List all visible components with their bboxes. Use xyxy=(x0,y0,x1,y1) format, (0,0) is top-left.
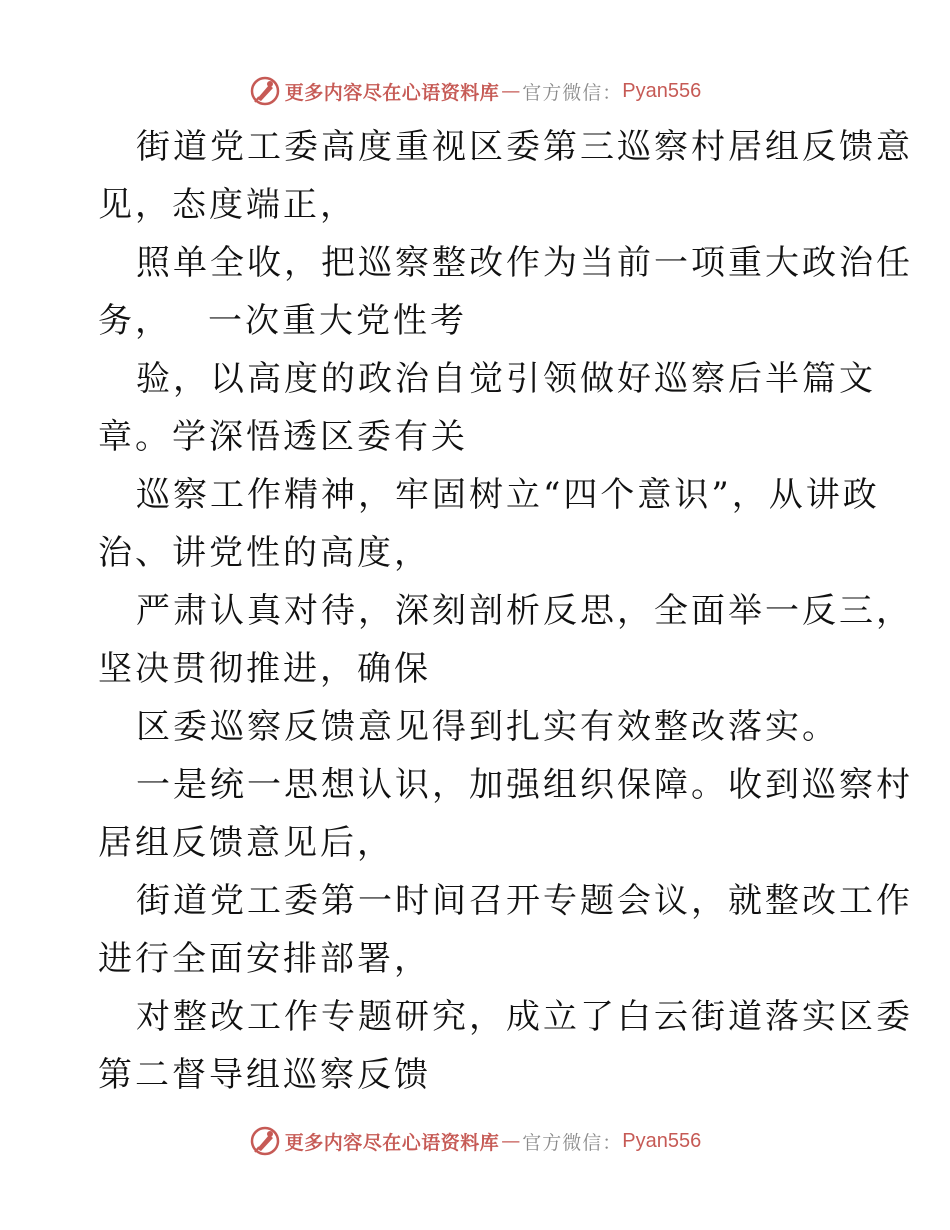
paragraph-line: 治、讲党性的高度， xyxy=(98,533,431,573)
paragraph-line: 严肃认真对待，深刻剖析反思，全面举一反三， xyxy=(136,591,913,631)
paragraph-line: 坚决贯彻推进，确保 xyxy=(98,649,431,689)
paragraph xyxy=(98,698,858,756)
paragraph xyxy=(98,350,876,466)
watermark-wechat-id: Pyan556 xyxy=(622,1129,702,1152)
paragraph-line: 第二督导组巡察反馈 xyxy=(98,1055,431,1095)
paragraph-line: 对整改工作专题研究，成立了白云街道落实区委 xyxy=(136,997,913,1037)
footer-watermark xyxy=(0,1121,950,1161)
paragraph-fragment: 务， xyxy=(98,301,172,341)
header-watermark xyxy=(0,71,950,111)
paragraph-line: 照单全收，把巡察整改作为当前一项重大政治任 xyxy=(136,243,913,283)
paragraph-line: 区委巡察反馈意见得到扎实有效整改落实。 xyxy=(136,707,839,747)
paragraph xyxy=(98,582,913,698)
watermark-dash: — xyxy=(501,80,521,102)
paragraph xyxy=(98,118,913,234)
pen-logo-icon xyxy=(249,1125,281,1157)
watermark-dash: — xyxy=(501,1130,521,1152)
paragraph xyxy=(98,756,913,872)
paragraph xyxy=(98,988,913,1104)
watermark-wechat-label: 官方微信： xyxy=(522,81,623,104)
pen-logo-icon xyxy=(249,75,281,107)
watermark-text: 更多内容尽在心语资料库 xyxy=(284,1131,500,1154)
paragraph xyxy=(98,872,913,988)
paragraph xyxy=(98,234,913,350)
paragraph-line: 见，态度端正， xyxy=(98,185,357,225)
paragraph-line: 一是统一思想认识，加强组织保障。收到巡察村 xyxy=(136,765,913,805)
paragraph-line: 章。学深悟透区委有关 xyxy=(98,417,468,457)
document-body xyxy=(98,118,913,1104)
paragraph-line: 巡察工作精神，牢固树立“四个意识”，从讲政 xyxy=(136,475,880,515)
paragraph-line: 街道党工委高度重视区委第三巡察村居组反馈意 xyxy=(136,127,913,167)
paragraph xyxy=(98,466,880,582)
paragraph-line: 居组反馈意见后， xyxy=(98,823,394,863)
watermark-text: 更多内容尽在心语资料库 xyxy=(284,81,500,104)
paragraph-line-wrap xyxy=(98,292,858,350)
paragraph-line: 进行全面安排部署， xyxy=(98,939,431,979)
watermark-wechat-label: 官方微信： xyxy=(522,1131,623,1154)
paragraph-line: 街道党工委第一时间召开专题会议，就整改工作 xyxy=(136,881,913,921)
watermark-wechat-id: Pyan556 xyxy=(622,79,702,102)
paragraph-line: 验，以高度的政治自觉引领做好巡察后半篇文 xyxy=(136,359,876,399)
paragraph-fragment: 一次重大党性考 xyxy=(208,301,467,341)
